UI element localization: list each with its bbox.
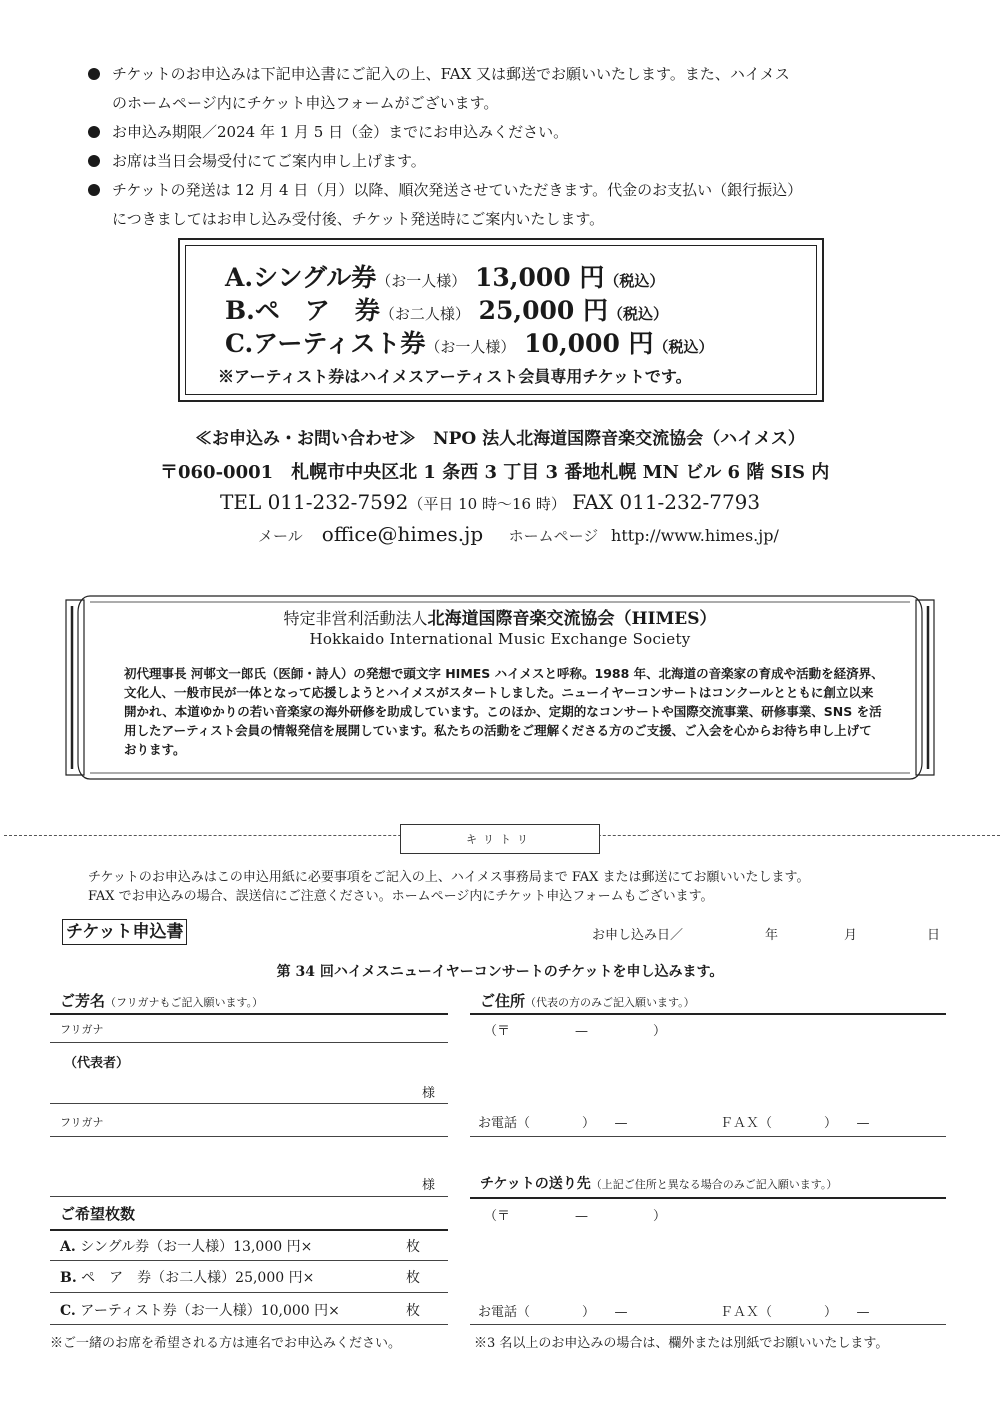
divider — [50, 1229, 448, 1231]
divider — [470, 1197, 946, 1199]
address-section-label: ご住所（代表の方のみご記入願います。） — [480, 992, 695, 1010]
qty-row-pair[interactable]: B. ペ ア 券（お二人様）25,000 円× — [60, 1270, 315, 1286]
qty-section-label: ご希望枚数 — [60, 1205, 136, 1223]
website-link[interactable]: http://www.himes.jp/ — [611, 526, 779, 545]
contact-address: 〒060-0001 札幌市中央区北 1 条西 3 丁目 3 番地札幌 MN ビル 6 階 SIS 内 — [160, 462, 830, 483]
furigana-field-1[interactable] — [50, 1042, 448, 1043]
bullet-seating: お席は当日会場受付にてご案内申し上げます。 — [88, 147, 938, 176]
sama-label: 様 — [422, 1178, 436, 1193]
note-left: ※ご一緒のお席を希望される方は連名でお申込みください。 — [50, 1336, 402, 1351]
qty-unit: 枚 — [406, 1239, 420, 1255]
bullet-deadline: お申込み期限／2024 年 1 月 5 日（金）までにお申込みください。 — [88, 118, 938, 147]
send-phone-field[interactable]: お電話（ ） — — [478, 1305, 628, 1320]
name-field-2[interactable] — [50, 1196, 448, 1197]
postal-field[interactable]: （〒 — ） — [484, 1024, 667, 1039]
furigana-label: フリガナ — [60, 1116, 104, 1129]
tel-hours: （平日 10 時〜16 時） — [408, 495, 566, 513]
qty-row-artist[interactable]: C. アーティスト券（お一人様）10,000 円× — [60, 1303, 340, 1319]
form-intro: チケットのお申込みはこの申込用紙に必要事項をご記入の上、ハイメス事務局まで FAX または郵送にてお願いいたします。 FAX でお申込みの場合、誤送信にご注意ください。ホームページ内にチケット申込フォームもございます。 — [88, 870, 810, 904]
himes-title: 特定非営利活動法人北海道国際音楽交流協会（HIMES） — [283, 609, 717, 629]
price-row-artist: C.アーティスト券（お一人様） 10,000 円（税込） — [225, 329, 714, 358]
phone-field[interactable]: お電話（ ） — — [478, 1116, 628, 1131]
send-fax-field[interactable]: ＦＡＸ（ ） — — [720, 1305, 870, 1320]
contact-phone-line — [220, 490, 760, 514]
bullet-shipping: チケットの発送は 12 月 4 日（月）以降、順次発送させていただきます。代金のお支払い（銀行振込） につきましてはお申し込み受付後、チケット発送時にご案内いたします。 — [88, 176, 938, 234]
price-row-single: A.シングル券（お一人様） 13,000 円（税込） — [225, 263, 665, 292]
divider — [470, 1013, 946, 1015]
email-link[interactable]: office@himes.jp — [321, 522, 484, 546]
send-section-label: チケットの送り先（上記ご住所と異なる場合のみご記入願います。） — [480, 1176, 838, 1192]
bullet-icon — [88, 68, 100, 80]
divider — [470, 1136, 946, 1137]
furigana-label: フリガナ — [60, 1023, 104, 1036]
divider — [50, 1260, 448, 1261]
qty-row-single[interactable]: A. シングル券（お一人様）13,000 円× — [60, 1239, 313, 1255]
name-field-1[interactable] — [50, 1103, 448, 1104]
cut-label: キリトリ — [400, 824, 600, 854]
divider — [50, 1013, 448, 1015]
representative-label: （代表者） — [64, 1056, 130, 1071]
qty-unit: 枚 — [406, 1303, 420, 1319]
himes-description: 初代理事長 河邨文一郎氏（医師・詩人）の発想で頭文字 HIMES ハイメスと呼称。1988 年、北海道の音楽家の育成や活動を経済界、文化人、一般市民が一体となって応援しようとハイメスがスタートしました。ニューイヤーコンサートはコンクールとともに創立以来開かれ、本道ゆかりの若い音楽家の海外研修を助成しています。このほか、定期的なコンサートや国際交流事業、研修事業、SNS を活用したアーティスト会員の情報発信を展開しています。私たちの活動をご理解くださる方のご支援、ご入会を心からお待ち申し上げております。 — [124, 666, 884, 757]
himes-subtitle: Hokkaido International Music Exchange Society — [309, 630, 691, 648]
fax-number: FAX 011-232-7793 — [572, 490, 761, 514]
form-heading: 第 34 回ハイメスニューイヤーコンサートのチケットを申し込みます。 — [276, 964, 724, 980]
tel-number: TEL 011-232-7592 — [220, 490, 409, 514]
send-postal-field[interactable]: （〒 — ） — [484, 1209, 667, 1224]
name-section-label: ご芳名（フリガナもご記入願います。） — [60, 992, 264, 1010]
price-note: ※アーティスト券はハイメスアーティスト会員専用チケットです。 — [218, 367, 692, 386]
bullet-icon — [88, 155, 100, 167]
himes-info-box — [60, 590, 940, 785]
divider — [470, 1324, 946, 1325]
form-title: チケット申込書 — [62, 919, 187, 945]
sama-label: 様 — [422, 1086, 436, 1101]
furigana-field-2[interactable] — [50, 1136, 448, 1137]
contact-web-line: メール office@himes.jp ホームページ http://www.himes.jp/ — [258, 522, 779, 546]
application-date[interactable]: お申し込み日／ 年 月 日 — [592, 928, 941, 943]
qty-unit: 枚 — [406, 1270, 420, 1286]
bullet-icon — [88, 126, 100, 138]
note-right: ※3 名以上のお申込みの場合は、欄外または別紙でお願いいたします。 — [474, 1336, 889, 1351]
info-bullets — [88, 60, 938, 234]
divider — [50, 1292, 448, 1293]
bullet-icon — [88, 184, 100, 196]
price-box — [178, 238, 824, 402]
bullet-application: チケットのお申込みは下記申込書にご記入の上、FAX 又は郵送でお願いいたします。また、ハイメス のホームページ内にチケット申込フォームがございます。 — [88, 60, 938, 118]
price-row-pair: B.ペ ア 券（お二人様） 25,000 円（税込） — [225, 296, 668, 325]
contact-heading: ≪お申込み・お問い合わせ≫ NPO 法人北海道国際音楽交流協会（ハイメス） — [195, 429, 805, 449]
fax-field[interactable]: ＦＡＸ（ ） — — [720, 1116, 870, 1131]
divider — [50, 1324, 448, 1325]
